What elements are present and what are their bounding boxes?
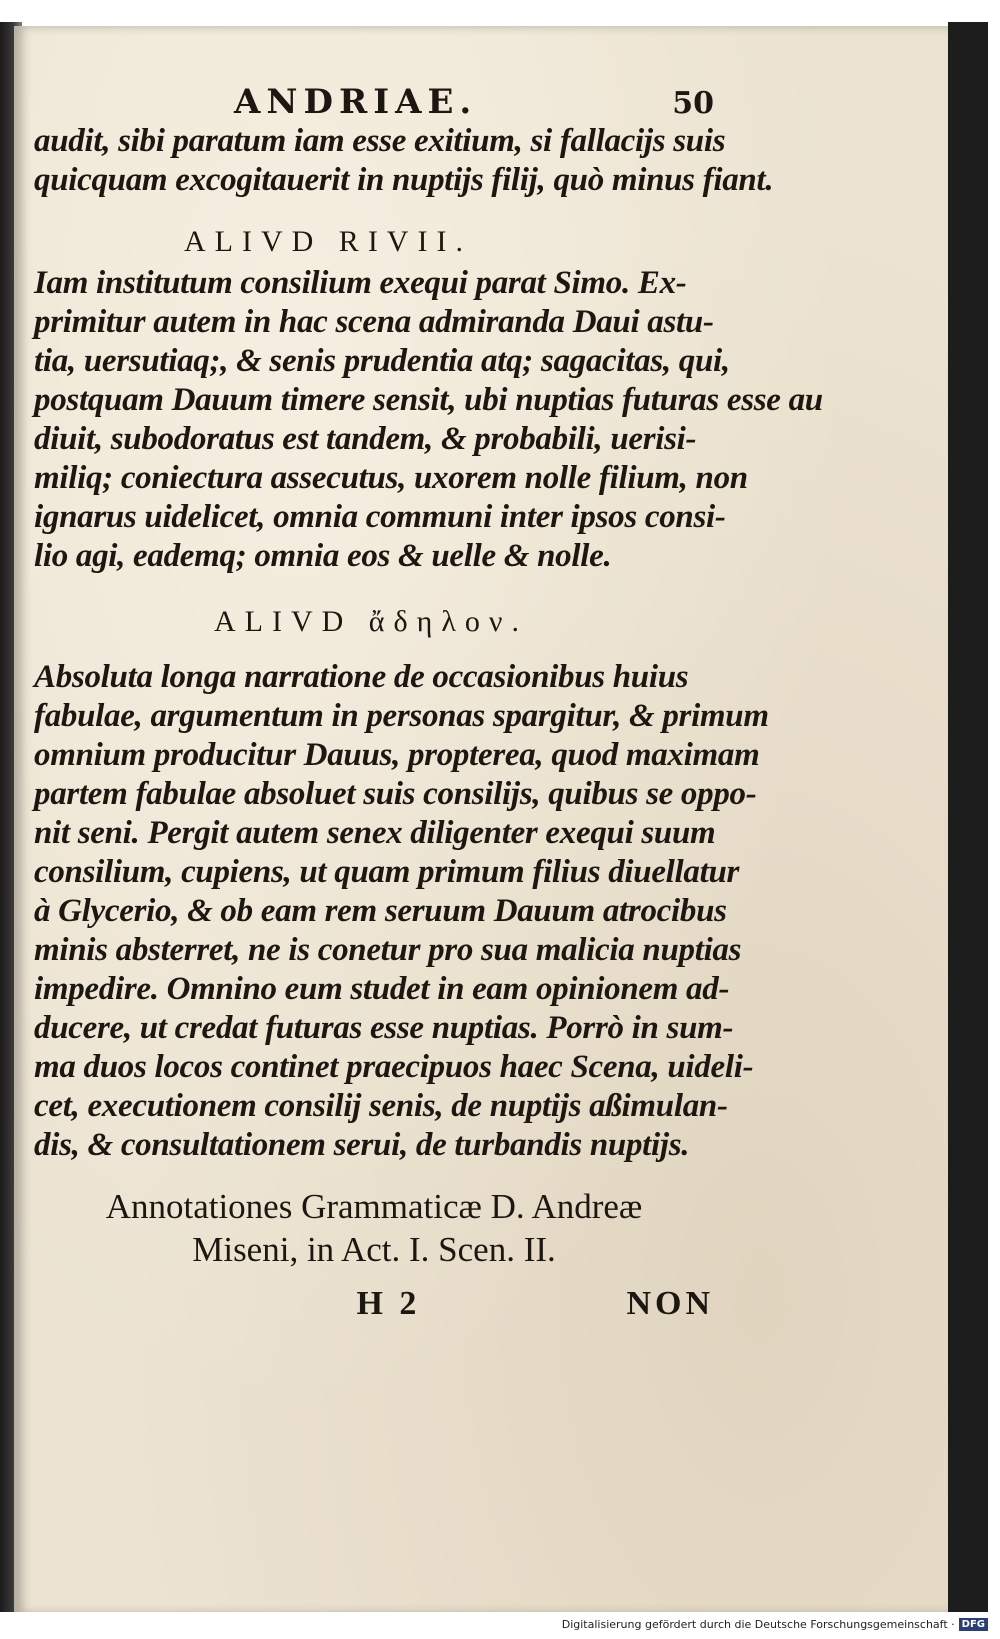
- text-line: ignarus uidelicet, omnia communi inter ipsos consi-: [34, 499, 726, 535]
- text-line: lio agi, eademq; omnia eos & uelle & nolle.: [34, 538, 612, 574]
- text-line: tia, uersutiaq;, & senis prudentia atq; sagacitas, qui,: [34, 343, 730, 379]
- page-text-block: [34, 82, 823, 1323]
- section-heading-rivii: ALIVD RIVII.: [184, 225, 472, 258]
- text-line: primitur autem in hac scena admiranda Daui astu-: [34, 304, 714, 340]
- text-line: audit, sibi paratum iam esse exitium, si fallacijs suis: [34, 123, 726, 159]
- text-line: Absoluta longa narratione de occasionibus huius: [34, 659, 689, 695]
- text-line: consilium, cupiens, ut quam primum filius diuellatur: [34, 854, 740, 890]
- digitization-credit: [562, 1618, 988, 1631]
- text-line: à Glycerio, & ob eam rem seruum Dauum atrocibus: [34, 893, 727, 929]
- scan-right-border: [948, 22, 988, 1614]
- signature-line: [34, 1285, 714, 1323]
- annotation-heading: [34, 1185, 714, 1271]
- dfg-logo-icon: DFG: [959, 1618, 988, 1631]
- running-head-title: ANDRIAE.: [234, 82, 478, 122]
- annotation-heading-line: Annotationes Grammaticæ D. Andreæ: [105, 1187, 643, 1226]
- text-line: postquam Dauum timere sensit, ubi nuptias futuras esse au: [34, 382, 823, 418]
- running-head: [234, 82, 714, 122]
- text-line: cet, executionem consilij senis, de nuptijs aßimulan-: [34, 1088, 728, 1124]
- text-line: Iam institutum consilium exequi parat Simo. Ex-: [34, 265, 687, 301]
- text-line: partem fabulae absoluet suis consilijs, quibus se oppo-: [34, 776, 757, 812]
- signature-spacer: [468, 1285, 578, 1323]
- text-line: ducere, ut credat futuras esse nuptias. Porrò in sum-: [34, 1010, 734, 1046]
- paragraph-2: [34, 264, 823, 576]
- text-line: impedire. Omnino eum studet in eam opinionem ad-: [34, 971, 730, 1007]
- annotation-heading-line: Miseni, in Act. I. Scen. II.: [192, 1230, 556, 1269]
- signature-mark: H 2: [356, 1285, 421, 1322]
- text-line: quicquam excogitauerit in nuptijs filij, quò minus fiant.: [34, 162, 774, 198]
- text-line: miliq; coniectura assecutus, uxorem nolle filium, non: [34, 460, 748, 496]
- credit-text: Digitalisierung gefördert durch die Deutsche Forschungsgemeinschaft ·: [561, 1618, 955, 1631]
- text-line: ma duos locos continet praecipuos haec Scena, uideli-: [34, 1049, 754, 1085]
- text-line: omnium producitur Dauus, propterea, quod maximam: [34, 737, 760, 773]
- text-line: dis, & consultationem serui, de turbandis nuptijs.: [34, 1127, 690, 1163]
- text-line: fabulae, argumentum in personas spargitur, & primum: [34, 698, 769, 734]
- text-line: nit seni. Pergit autem senex diligenter exequi suum: [34, 815, 716, 851]
- catchword: NON: [626, 1285, 714, 1322]
- paragraph-3: [34, 658, 769, 1165]
- text-line: diuit, subodoratus est tandem, & probabili, uerisi-: [34, 421, 697, 457]
- section-heading-adelon: ALIVD ἄδηλον.: [214, 605, 528, 638]
- page-number: 50: [672, 86, 714, 121]
- text-line: minis absterret, ne is conetur pro sua malicia nuptias: [34, 932, 742, 968]
- paragraph-1: [34, 122, 774, 200]
